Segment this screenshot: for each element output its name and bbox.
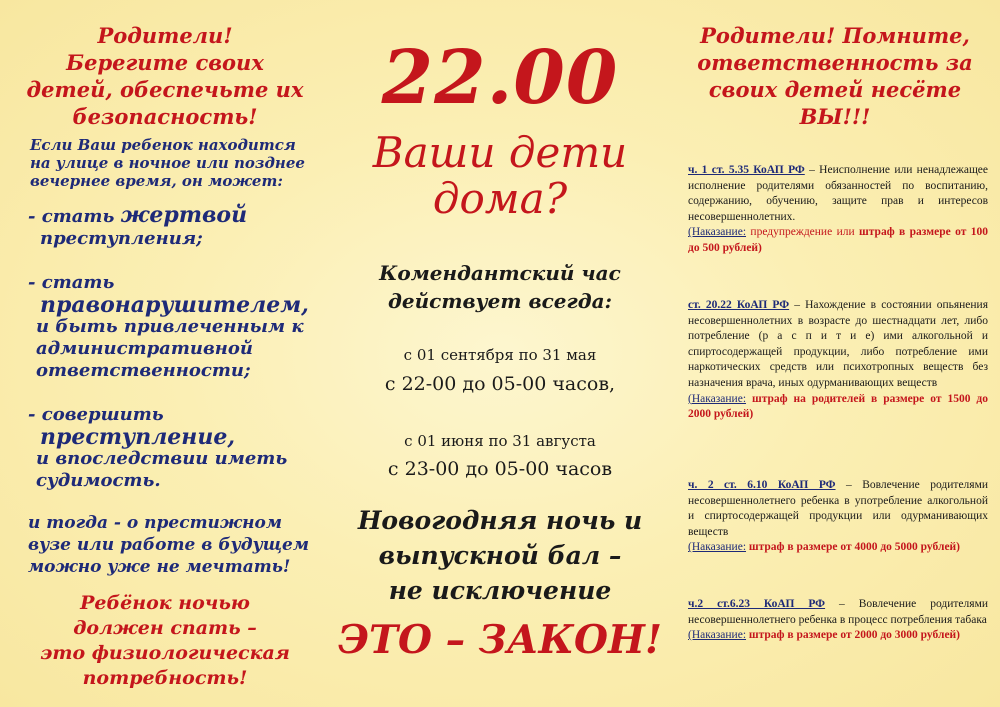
risk-keyword: жертвой [120,202,248,228]
risk-prefix: - стать [28,206,121,227]
left-intro [30,136,320,190]
law-block-6-23 [688,597,988,644]
risk-item-offender [28,272,323,382]
left-warning [28,512,323,578]
curfew-heading-line: действует всегда: [388,289,612,313]
law-reference: ч. 2 ст. 6.10 КоАП РФ [688,479,836,491]
right-title-line: ВЫ!!! [799,104,871,129]
risk-item-crime [28,404,323,492]
penalty-text: предупреждение или [746,226,860,239]
sleep-line: Ребёнок ночью [80,592,250,614]
newyear-note [333,503,667,608]
risk-rest-line: судимость. [36,470,161,491]
law-text: – Неисполнение или ненадлежащее исполнение родителями обязанностей по воспитанию, содержанию, обучению, защите прав и интересов несовершеннолетних. [688,164,989,223]
law-block-5-35 [688,163,988,257]
right-column [670,0,1000,707]
penalty-fine: штраф в размере от 4000 до 5000 рублей) [746,541,961,554]
middle-column [333,0,667,707]
left-title-line: Берегите своих [66,50,264,75]
left-intro-line: Если Ваш ребенок находится [30,136,296,154]
left-warning-line: вузе или работе в будущем [28,535,310,555]
law-block-6-10 [688,478,988,556]
period2-dates: с 01 июня по 31 августа [404,432,596,450]
law-text: – Вовлечение родителями несовершеннолетнего ребенка в процесс потребления табака [688,598,988,626]
newyear-line: выпускной бал – [378,541,622,570]
kids-home-question [333,130,667,222]
right-title [670,22,1000,130]
left-title-line: Родители! [97,23,233,48]
risk-rest-line: и впоследствии иметь [36,448,288,469]
penalty-fine: штраф в размере от 2000 до 3000 рублей) [746,629,961,642]
risk-keyword: правонарушителем, [40,292,309,318]
risk-rest: преступления; [40,228,203,249]
risk-rest-line: административной [36,338,254,359]
left-title [0,22,330,130]
risk-item-victim [28,204,323,250]
risk-keyword: преступление, [40,424,235,450]
risk-prefix: - совершить [28,404,164,425]
curfew-heading [333,259,667,315]
right-title-line: ответственность за [697,50,973,75]
penalty-label: (Наказание: [688,629,747,642]
risk-rest-line: и быть привлеченным к [36,316,304,337]
right-title-line: своих детей несёте [708,77,962,102]
penalty-fine: штраф на родителей в размере от 1500 до 2000 рублей) [688,392,988,421]
left-title-line: детей, обеспечьте их [26,77,304,102]
left-title-line: безопасность! [72,104,258,129]
left-warning-line: можно уже не мечтать! [28,557,291,577]
risk-prefix: - стать [28,272,115,293]
left-intro-line: на улице в ночное или позднее [30,154,305,172]
newyear-line: не исключение [388,576,612,605]
sleep-line: потребность! [82,667,248,689]
law-statement: ЭТО – ЗАКОН! [338,617,662,663]
law-reference: ч. 1 ст. 5.35 КоАП РФ [688,164,805,176]
left-warning-line: и тогда - о престижном [28,513,283,533]
sleep-line: должен спать – [73,617,257,639]
law-text: – Вовлечение родителями несовершеннолетнего ребенка в употребление алкогольной и спиртосодержащей продукции или одурманивающих веществ [688,479,989,538]
sleep-line: это физиологическая [40,642,290,664]
law-block-20-22 [688,298,988,423]
penalty-label: (Наказание: [688,392,747,405]
law-text: – Нахождение в состоянии опьянения несовершеннолетних в возрасте до шестнадцати лет, либо потребление (р а с п и т и е) ими алкогольной и спиртосодержащей продукции, либо потребление ими наркотических средств или психотропных веществ без назначения врача, иных одурманивающих веществ [688,299,988,389]
period1-hours: с 22-00 до 05-00 часов, [384,373,616,395]
penalty-fine: штраф в размере от 100 до 500 рублей) [688,226,988,254]
newyear-line: Новогодняя ночь и [357,506,643,535]
penalty-label: (Наказание: [688,226,747,239]
risk-rest-line: ответственности; [36,360,251,381]
period2-hours: с 23-00 до 05-00 часов [387,458,613,480]
law-reference: ч.2 ст.6.23 КоАП РФ [688,598,826,610]
question-line: Ваши дети [372,128,628,177]
right-title-line: Родители! Помните, [700,23,970,48]
left-intro-line: вечернее время, он может: [30,172,283,190]
left-sleep-note [0,591,330,691]
question-line: дома? [432,174,568,223]
left-column [0,0,330,707]
law-reference: ст. 20.22 КоАП РФ [688,299,790,311]
curfew-time: 22.00 [381,35,619,121]
curfew-heading-line: Комендантский час [379,261,621,285]
penalty-label: (Наказание: [688,541,747,554]
period1-dates: с 01 сентября по 31 мая [403,346,597,364]
